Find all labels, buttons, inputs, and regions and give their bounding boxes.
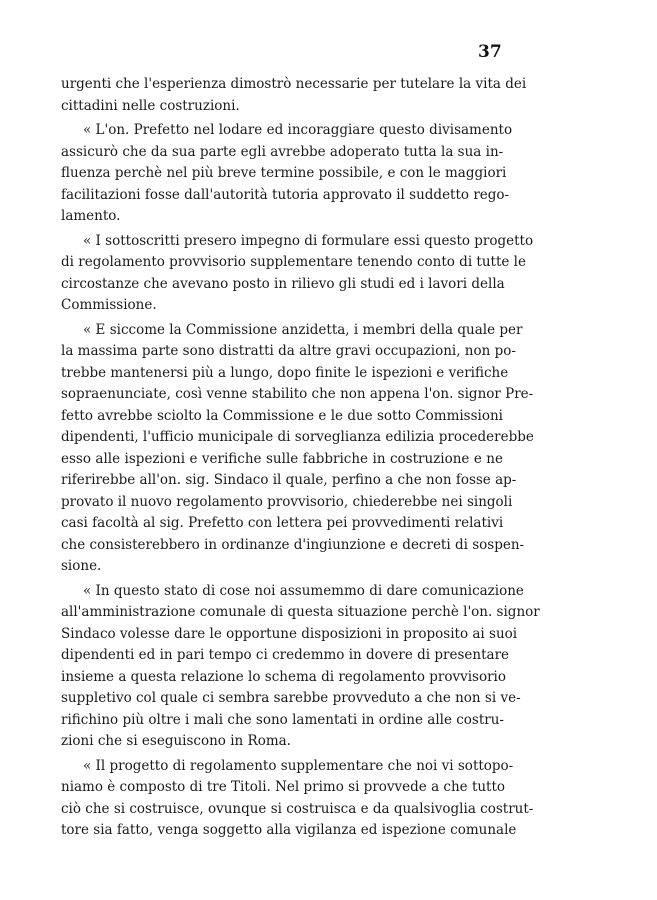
text-line: fluenza perchè nel più breve termine possibile, e con le maggiori (61, 165, 507, 181)
text-line: sione. (61, 558, 102, 574)
text-line: trebbe mantenersi più a lungo, dopo finite le ispezioni e verifiche (61, 364, 509, 381)
text-line: insieme a questa relazione lo schema di regolamento provvisorio (61, 668, 506, 685)
text-line: circostanze che avevano posto in rilievo gli studi ed i lavori della (61, 275, 505, 292)
body-text (61, 74, 540, 842)
text-line: niamo è composto di tre Titoli. Nel primo si provvede a che tutto (61, 779, 506, 795)
text-line: « I sottoscritti presero impegno di formulare essi questo progetto (83, 232, 534, 249)
text-line: cittadini nelle costruzioni. (61, 97, 240, 114)
page-number: 37 (478, 42, 502, 62)
text-line: « Il progetto di regolamento supplementare che noi vi sottopo- (83, 757, 514, 774)
text-line: Sindaco volesse dare le opportune disposizioni in proposito ai suoi (61, 625, 518, 642)
text-line: « L'on. Prefetto nel lodare ed incoraggiare questo divisamento (83, 122, 513, 138)
text-line: fetto avrebbe sciolto la Commissione e le due sotto Commissioni (61, 407, 503, 424)
text-line: Commissione. (61, 297, 157, 313)
text-line: assicurò che da sua parte egli avrebbe adoperato tutta la sua in- (61, 143, 504, 160)
text-line: provato il nuovo regolamento provvisorio, chiederebbe nei singoli (61, 493, 513, 510)
text-line: riferirebbe all'on. sig. Sindaco il quale, perfino a che non fosse ap- (61, 472, 517, 488)
text-line: all'amministrazione comunale di questa situazione perchè l'on. signor (61, 604, 540, 620)
text-line: rifichino più oltre i mali che sono lamentati in ordine alle costru- (61, 711, 504, 728)
text-line: urgenti che l'esperienza dimostrò necessarie per tutelare la vita dei (61, 76, 527, 92)
text-line: dipendenti ed in pari tempo ci credemmo in dovere di presentare (61, 647, 510, 663)
text-line: casi facoltà al sig. Prefetto con lettera pei provvedimenti relativi (61, 515, 504, 531)
text-line: « In questo stato di cose noi assumemmo di dare comunicazione (83, 582, 524, 599)
text-line: lamento. (61, 208, 121, 224)
text-line: sopraenunciate, così venne stabilito che non appena l'on. signor Pre- (61, 386, 534, 402)
text-line: di regolamento provvisorio supplementare tenendo conto di tutte le (61, 254, 526, 270)
text-line: esso alle ispezioni e verifiche sulle fabbriche in costruzione e ne (61, 450, 503, 467)
text-line: dipendenti, l'ufficio municipale di sorveglianza edilizia procederebbe (61, 429, 534, 445)
text-line: « E siccome la Commissione anzidetta, i membri della quale per (83, 321, 523, 338)
text-line: tore sia fatto, venga soggetto alla vigilanza ed ispezione comunale (61, 822, 517, 838)
text-line: che consisterebbero in ordinanze d'ingiunzione e decreti di sospen- (61, 536, 525, 553)
text-line: ciò che si costruisce, ovunque si costruisca e da qualsivoglia costrut- (61, 800, 534, 817)
text-line: facilitazioni fosse dall'autorità tutoria approvato il suddetto rego- (61, 186, 510, 203)
text-line: suppletivo col quale ci sembra sarebbe provveduto a che non si ve- (61, 690, 521, 706)
text-line: zioni che si eseguiscono in Roma. (61, 733, 291, 749)
text-line: la massima parte sono distratti da altre gravi occupazioni, non po- (61, 343, 516, 359)
